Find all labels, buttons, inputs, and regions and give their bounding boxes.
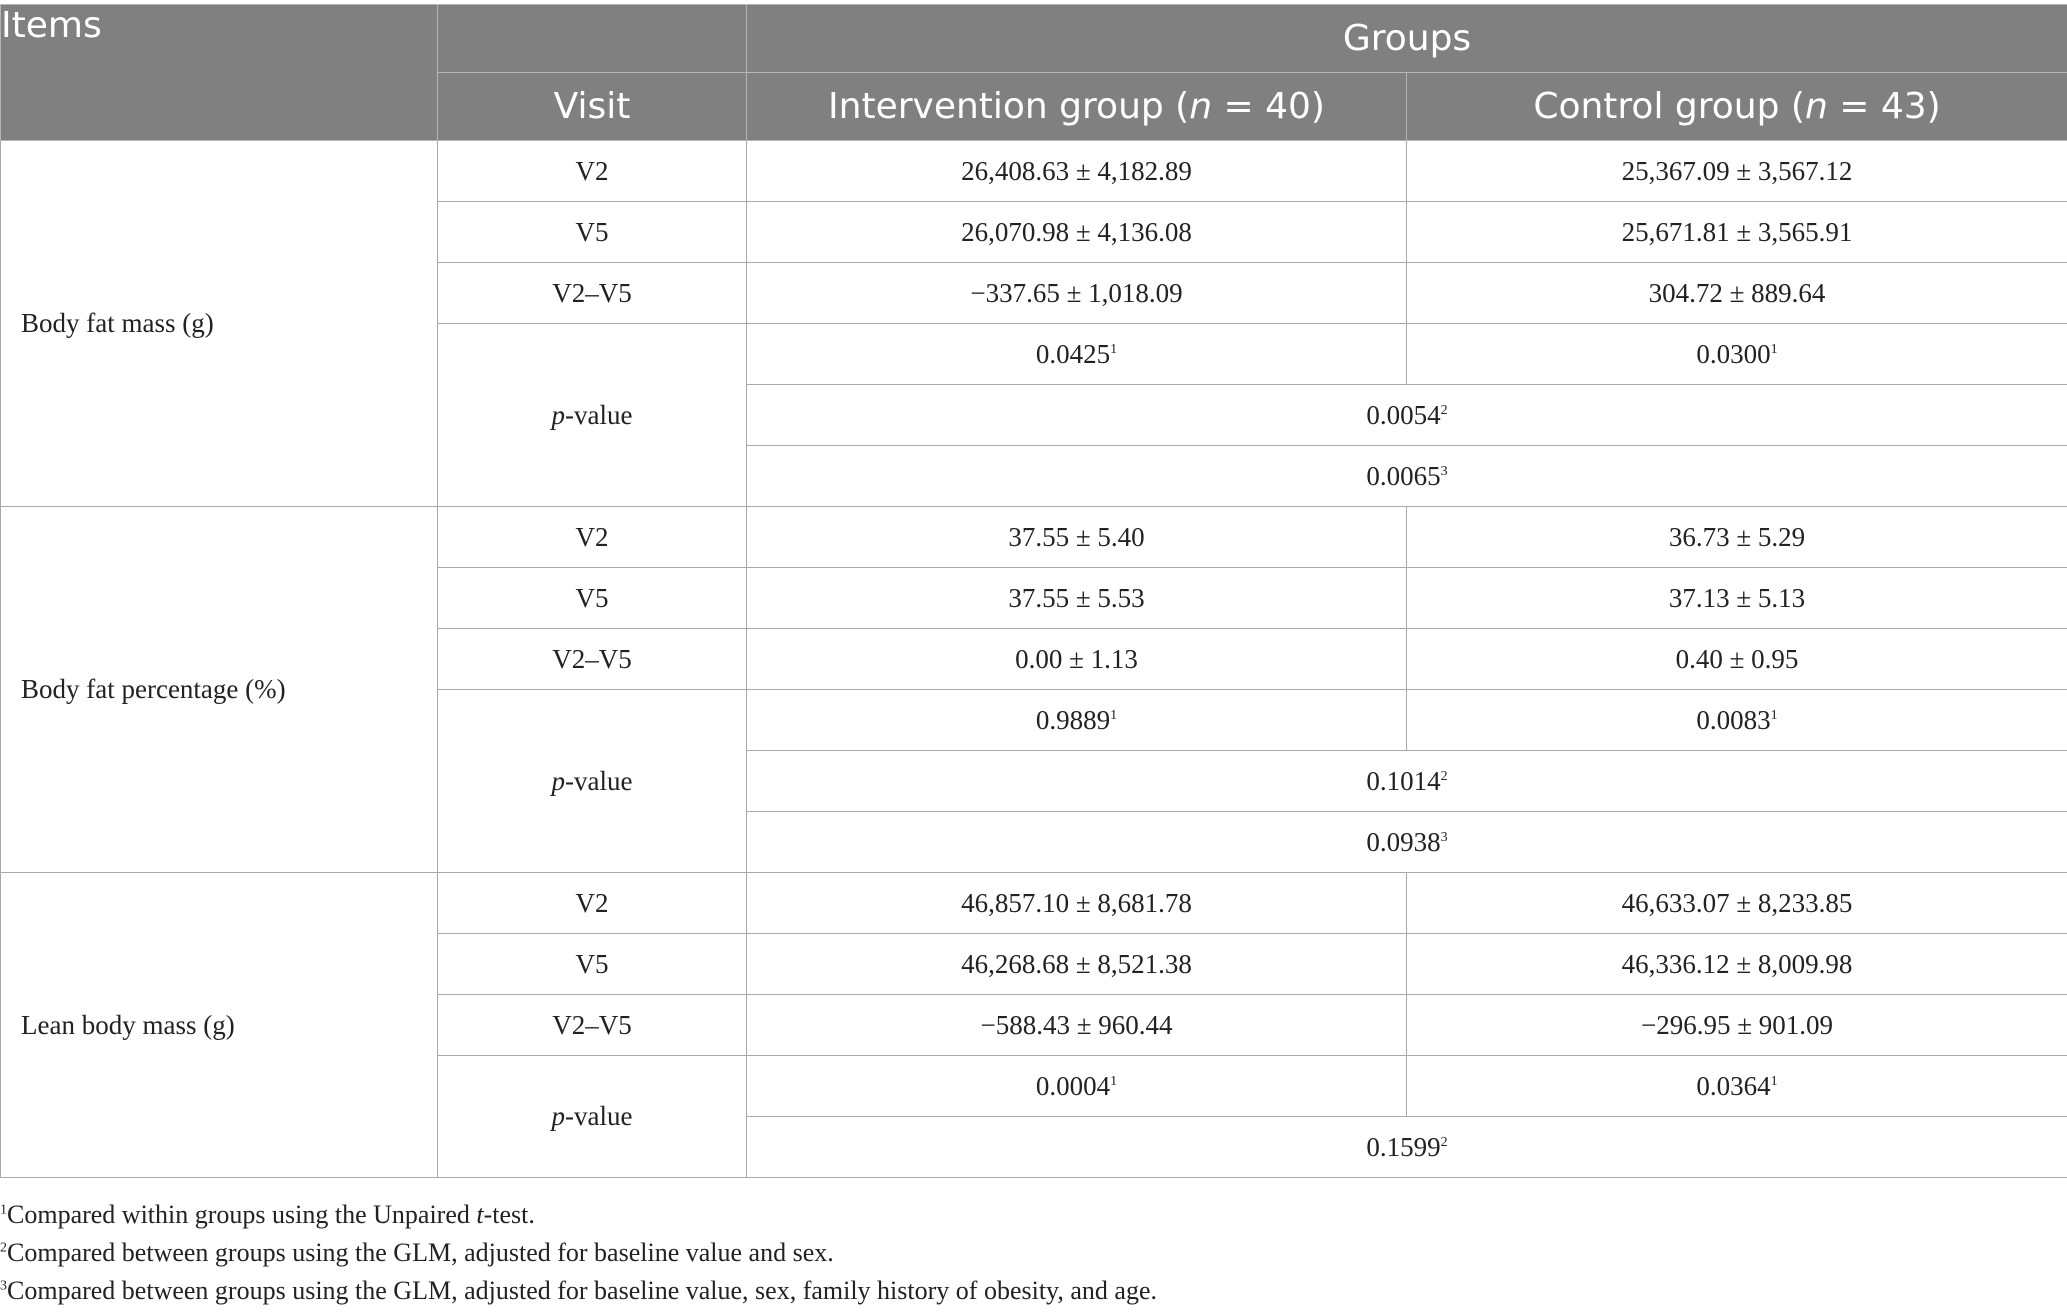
pvalue-number: 0.0425 bbox=[1035, 338, 1111, 369]
visit-cell: V5 bbox=[438, 934, 747, 995]
pvalue-prefix: p bbox=[551, 399, 566, 430]
footnote bbox=[0, 1272, 1157, 1310]
pvalue-prefix: p bbox=[551, 765, 566, 796]
table-body bbox=[1, 141, 2067, 1178]
pvalue-between-cell bbox=[747, 385, 2067, 446]
pvalue-number: 0.0083 bbox=[1696, 704, 1771, 735]
intervention-cell: 46,268.68 ± 8,521.38 bbox=[747, 934, 1407, 995]
footnote-marker: 1 bbox=[0, 1202, 7, 1218]
pvalue-suffix: -value bbox=[565, 399, 633, 430]
intervention-cell: −588.43 ± 960.44 bbox=[747, 995, 1407, 1056]
header-intervention-label: Intervention group ( bbox=[828, 86, 1190, 127]
footnotes bbox=[0, 1196, 1157, 1310]
table-row bbox=[1, 507, 2067, 568]
footnote-marker: 2 bbox=[1440, 1134, 1448, 1150]
pvalue-prefix: p bbox=[551, 1101, 566, 1131]
intervention-cell: 0.00 ± 1.13 bbox=[747, 629, 1407, 690]
table-row bbox=[1, 141, 2067, 202]
pvalue-intervention-cell bbox=[747, 324, 1407, 385]
footnote-marker: 2 bbox=[0, 1240, 7, 1256]
pvalue-between-cell bbox=[747, 812, 2067, 873]
pvalue-between-cell bbox=[747, 1117, 2067, 1178]
visit-cell: V5 bbox=[438, 568, 747, 629]
footnote-marker: 3 bbox=[0, 1278, 7, 1294]
pvalue-label bbox=[438, 1056, 747, 1178]
footnote-text: Compared between groups using the GLM, adjusted for baseline value, sex, family history of obesity, and age. bbox=[7, 1276, 1157, 1305]
visit-cell: V2 bbox=[438, 507, 747, 568]
footnote-marker: 1 bbox=[1110, 707, 1118, 723]
control-cell: 36.73 ± 5.29 bbox=[1407, 507, 2067, 568]
intervention-cell: 46,857.10 ± 8,681.78 bbox=[747, 873, 1407, 934]
control-cell: 37.13 ± 5.13 bbox=[1407, 568, 2067, 629]
table-header bbox=[1, 5, 2067, 141]
header-control-label: Control group ( bbox=[1533, 86, 1805, 127]
pvalue-intervention-cell bbox=[747, 1056, 1407, 1117]
pvalue-suffix: -value bbox=[565, 765, 633, 796]
pvalue-number: 0.0004 bbox=[1035, 1070, 1111, 1101]
header-intervention bbox=[747, 73, 1407, 141]
intervention-cell: 26,408.63 ± 4,182.89 bbox=[747, 141, 1407, 202]
visit-cell: V2 bbox=[438, 141, 747, 202]
visit-cell: V2–V5 bbox=[438, 995, 747, 1056]
pvalue-between-cell bbox=[747, 446, 2067, 507]
pvalue-label bbox=[438, 324, 747, 507]
header-groups: Groups bbox=[747, 5, 2067, 73]
item-label: Body fat mass (g) bbox=[1, 141, 438, 507]
footnote-marker: 1 bbox=[1770, 341, 1778, 357]
visit-cell: V2 bbox=[438, 873, 747, 934]
footnote-marker: 3 bbox=[1440, 829, 1448, 845]
pvalue-number: 0.1014 bbox=[1366, 765, 1441, 796]
visit-cell: V2–V5 bbox=[438, 263, 747, 324]
pvalue-intervention-cell bbox=[747, 690, 1407, 751]
control-cell: 46,633.07 ± 8,233.85 bbox=[1407, 873, 2067, 934]
visit-cell: V2–V5 bbox=[438, 629, 747, 690]
table-row bbox=[1, 873, 2067, 934]
footnote-text: Compared within groups using the Unpaired bbox=[7, 1200, 477, 1229]
control-cell: 0.40 ± 0.95 bbox=[1407, 629, 2067, 690]
intervention-cell: 37.55 ± 5.53 bbox=[747, 568, 1407, 629]
pvalue-number: 0.0364 bbox=[1696, 1070, 1771, 1101]
footnote-marker: 1 bbox=[1110, 341, 1118, 357]
item-label: Lean body mass (g) bbox=[1, 873, 438, 1178]
intervention-cell: −337.65 ± 1,018.09 bbox=[747, 263, 1407, 324]
header-intervention-n: = 40) bbox=[1212, 86, 1325, 127]
control-cell: 25,367.09 ± 3,567.12 bbox=[1407, 141, 2067, 202]
header-blank bbox=[438, 5, 747, 73]
header-visit: Visit bbox=[438, 73, 747, 141]
pvalue-control-cell bbox=[1407, 690, 2067, 751]
pvalue-number: 0.0938 bbox=[1366, 826, 1441, 857]
visit-cell: V5 bbox=[438, 202, 747, 263]
footnote-text-after: -test. bbox=[483, 1200, 535, 1229]
pvalue-control-cell bbox=[1407, 324, 2067, 385]
intervention-cell: 26,070.98 ± 4,136.08 bbox=[747, 202, 1407, 263]
footnote-marker: 1 bbox=[1770, 707, 1778, 723]
results-table bbox=[0, 4, 2067, 1178]
pvalue-number: 0.0065 bbox=[1366, 460, 1441, 491]
pvalue-number: 0.9889 bbox=[1035, 704, 1111, 735]
footnote-italic: t bbox=[476, 1200, 484, 1229]
footnote-marker: 2 bbox=[1440, 402, 1448, 418]
control-cell: 304.72 ± 889.64 bbox=[1407, 263, 2067, 324]
pvalue-number: 0.1599 bbox=[1366, 1131, 1441, 1162]
intervention-cell: 37.55 ± 5.40 bbox=[747, 507, 1407, 568]
header-control bbox=[1407, 73, 2067, 141]
header-control-n: = 43) bbox=[1827, 86, 1941, 127]
footnote-text: Compared between groups using the GLM, adjusted for baseline value and sex. bbox=[7, 1238, 834, 1267]
pvalue-control-cell bbox=[1407, 1056, 2067, 1117]
pvalue-number: 0.0300 bbox=[1696, 338, 1771, 369]
pvalue-suffix: -value bbox=[565, 1101, 633, 1131]
header-row-1 bbox=[1, 5, 2067, 73]
pvalue-between-cell bbox=[747, 751, 2067, 812]
footnote-marker: 3 bbox=[1440, 463, 1448, 479]
footnote-marker: 2 bbox=[1440, 768, 1448, 784]
table-container bbox=[0, 4, 2067, 1178]
header-n-letter: n bbox=[1189, 86, 1213, 127]
header-n-letter: n bbox=[1804, 86, 1828, 127]
header-items: Items bbox=[1, 5, 438, 141]
control-cell: 25,671.81 ± 3,565.91 bbox=[1407, 202, 2067, 263]
control-cell: −296.95 ± 901.09 bbox=[1407, 995, 2067, 1056]
footnote-marker: 1 bbox=[1110, 1073, 1118, 1089]
item-label: Body fat percentage (%) bbox=[1, 507, 438, 873]
footnote bbox=[0, 1196, 1157, 1234]
pvalue-number: 0.0054 bbox=[1366, 399, 1441, 430]
footnote bbox=[0, 1234, 1157, 1272]
pvalue-label bbox=[438, 690, 747, 873]
footnote-marker: 1 bbox=[1770, 1073, 1778, 1089]
control-cell: 46,336.12 ± 8,009.98 bbox=[1407, 934, 2067, 995]
